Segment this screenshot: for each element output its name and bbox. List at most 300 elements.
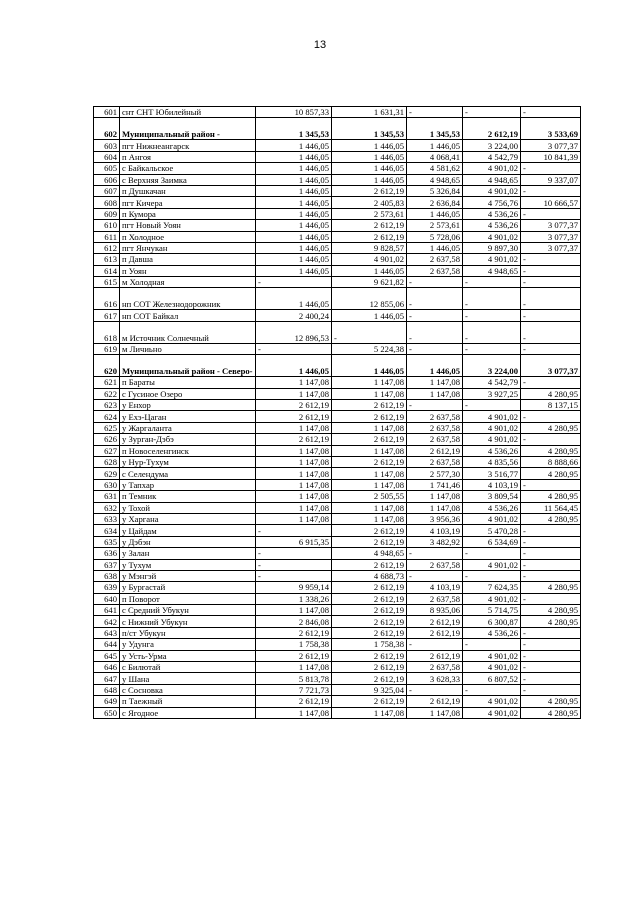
row-number: 617 (94, 310, 120, 321)
value-cell: - (407, 107, 463, 118)
value-cell: 5 224,38 (332, 343, 407, 354)
value-cell: 9 325,04 (332, 684, 407, 695)
value-cell: 3 516,77 (463, 468, 521, 479)
value-cell: - (521, 536, 581, 547)
table-row (94, 684, 581, 695)
row-number: 633 (94, 513, 120, 524)
value-cell: 9 828,57 (332, 242, 407, 253)
value-cell: 4 901,02 (463, 254, 521, 265)
value-cell: 2 612,19 (332, 605, 407, 616)
value-cell: 12 896,53 (256, 321, 332, 343)
table-row (94, 548, 581, 559)
value-cell: - (521, 593, 581, 604)
value-cell: - (463, 639, 521, 650)
row-number: 611 (94, 231, 120, 242)
value-cell: - (407, 277, 463, 288)
settlement-name: у Мэнгэй (120, 570, 256, 581)
value-cell: 1 147,08 (256, 479, 332, 490)
value-cell: 4 542,79 (463, 377, 521, 388)
value-cell: 1 446,05 (256, 254, 332, 265)
value-cell: 4 948,65 (407, 174, 463, 185)
table-row (94, 208, 581, 219)
settlement-name: п/ст Убукун (120, 627, 256, 638)
settlement-name: с Верхняя Заимка (120, 174, 256, 185)
value-cell: 4 280,95 (521, 468, 581, 479)
value-cell: - (463, 343, 521, 354)
value-cell: 4 280,95 (521, 422, 581, 433)
value-cell: 1 147,08 (407, 491, 463, 502)
settlement-name: пгт Янчукан (120, 242, 256, 253)
row-number: 610 (94, 220, 120, 231)
settlement-name: у Зурган-Дэбэ (120, 434, 256, 445)
table-row (94, 231, 581, 242)
value-cell: 4 280,95 (521, 707, 581, 718)
value-cell: 4 901,02 (463, 434, 521, 445)
settlement-name: п Новоселенгинск (120, 445, 256, 456)
table-row (94, 321, 581, 343)
settlement-name: п Таежный (120, 696, 256, 707)
settlement-name: п Поворот (120, 593, 256, 604)
settlement-name: пгт Кичера (120, 197, 256, 208)
value-cell: 4 901,02 (463, 411, 521, 422)
value-cell: - (521, 673, 581, 684)
table-body (94, 107, 581, 719)
value-cell: 1 446,05 (256, 185, 332, 196)
value-cell: 1 147,08 (332, 513, 407, 524)
value-cell: 9 897,30 (463, 242, 521, 253)
table-row (94, 513, 581, 524)
value-cell: 2 637,58 (407, 593, 463, 604)
settlement-name: пгт Нижнеангарск (120, 140, 256, 151)
value-cell: - (407, 310, 463, 321)
table-row (94, 525, 581, 536)
value-cell: 3 533,69 (521, 118, 581, 140)
value-cell: 4 280,95 (521, 616, 581, 627)
table-row (94, 673, 581, 684)
value-cell: - (521, 377, 581, 388)
value-cell: - (521, 650, 581, 661)
value-cell: 1 338,26 (256, 593, 332, 604)
value-cell: 4 901,02 (463, 185, 521, 196)
settlement-name: у Цайдам (120, 525, 256, 536)
row-number: 649 (94, 696, 120, 707)
value-cell: - (521, 288, 581, 310)
value-cell: - (521, 525, 581, 536)
value-cell: 4 536,26 (463, 627, 521, 638)
value-cell: - (521, 559, 581, 570)
value-cell: 8 888,66 (521, 456, 581, 467)
row-number: 627 (94, 445, 120, 456)
value-cell: - (521, 434, 581, 445)
table-row (94, 479, 581, 490)
settlement-name: у Енхор (120, 400, 256, 411)
value-cell: - (407, 548, 463, 559)
value-cell: 10 857,33 (256, 107, 332, 118)
value-cell: 2 612,19 (332, 662, 407, 673)
value-cell: - (521, 662, 581, 673)
value-cell: 1 147,08 (256, 707, 332, 718)
value-cell: 1 147,08 (332, 468, 407, 479)
settlement-name: у Ехэ-Цаган (120, 411, 256, 422)
table-row (94, 605, 581, 616)
value-cell: - (463, 684, 521, 695)
row-number: 621 (94, 377, 120, 388)
table-row (94, 422, 581, 433)
value-cell: 1 345,53 (332, 118, 407, 140)
row-number: 636 (94, 548, 120, 559)
value-cell: 1 446,05 (332, 265, 407, 276)
value-cell: 4 901,02 (463, 231, 521, 242)
value-cell: 5 728,06 (407, 231, 463, 242)
value-cell: 2 573,61 (332, 208, 407, 219)
settlement-name: Муниципальный район - Северо- (120, 355, 256, 377)
value-cell: 2 400,24 (256, 310, 332, 321)
value-cell: 1 446,05 (332, 151, 407, 162)
value-cell: - (521, 321, 581, 343)
row-number: 632 (94, 502, 120, 513)
value-cell: 3 224,00 (463, 140, 521, 151)
row-number: 619 (94, 343, 120, 354)
settlement-name: у Тапхар (120, 479, 256, 490)
value-cell: 2 612,19 (463, 118, 521, 140)
value-cell: - (407, 570, 463, 581)
value-cell: 4 280,95 (521, 388, 581, 399)
table-row (94, 627, 581, 638)
value-cell: 4 280,95 (521, 582, 581, 593)
value-cell: 4 103,19 (463, 479, 521, 490)
settlement-name: у Харгана (120, 513, 256, 524)
row-number: 603 (94, 140, 120, 151)
settlement-name: у Дэбэн (120, 536, 256, 547)
row-number: 623 (94, 400, 120, 411)
table-row (94, 242, 581, 253)
value-cell: 4 756,76 (463, 197, 521, 208)
table-row (94, 582, 581, 593)
value-cell: - (256, 559, 332, 570)
value-cell: 1 147,08 (256, 605, 332, 616)
value-cell: 1 446,05 (256, 231, 332, 242)
value-cell: 1 446,05 (407, 242, 463, 253)
value-cell: 2 612,19 (332, 411, 407, 422)
value-cell: - (521, 570, 581, 581)
value-cell: - (463, 321, 521, 343)
row-number: 624 (94, 411, 120, 422)
row-number: 635 (94, 536, 120, 547)
value-cell: 4 901,02 (463, 422, 521, 433)
row-number: 642 (94, 616, 120, 627)
value-cell: 1 147,08 (332, 377, 407, 388)
value-cell: 4 901,02 (332, 254, 407, 265)
value-cell: 4 536,26 (463, 502, 521, 513)
settlement-name: у Тохой (120, 502, 256, 513)
table-row (94, 288, 581, 310)
value-cell: 1 147,08 (332, 502, 407, 513)
value-cell: 3 927,25 (463, 388, 521, 399)
value-cell: 2 637,58 (407, 265, 463, 276)
table-row (94, 662, 581, 673)
row-number: 647 (94, 673, 120, 684)
value-cell: 4 103,19 (407, 582, 463, 593)
value-cell: 4 901,02 (463, 163, 521, 174)
table-row (94, 265, 581, 276)
value-cell: 1 446,05 (332, 355, 407, 377)
value-cell: 4 901,02 (463, 707, 521, 718)
value-cell: 1 446,05 (407, 208, 463, 219)
row-number: 639 (94, 582, 120, 593)
value-cell: 2 612,19 (332, 525, 407, 536)
value-cell: 9 959,14 (256, 582, 332, 593)
table-row (94, 445, 581, 456)
value-cell: 1 446,05 (256, 197, 332, 208)
settlement-name: п Бараты (120, 377, 256, 388)
value-cell: 4 103,19 (407, 525, 463, 536)
value-cell: 2 612,19 (332, 593, 407, 604)
settlement-name: нп СОТ Байкал (120, 310, 256, 321)
value-cell: 1 345,53 (407, 118, 463, 140)
settlement-name: п Давша (120, 254, 256, 265)
value-cell: 2 612,19 (332, 220, 407, 231)
row-number: 641 (94, 605, 120, 616)
table-row (94, 434, 581, 445)
value-cell: 3 482,92 (407, 536, 463, 547)
row-number: 646 (94, 662, 120, 673)
value-cell: 2 612,19 (332, 616, 407, 627)
page-number: 13 (313, 39, 327, 51)
value-cell: - (463, 107, 521, 118)
value-cell: 1 446,05 (256, 151, 332, 162)
value-cell: 5 326,84 (407, 185, 463, 196)
value-cell: 6 807,52 (463, 673, 521, 684)
value-cell: 3 809,54 (463, 491, 521, 502)
value-cell: - (521, 310, 581, 321)
value-cell: 3 077,37 (521, 242, 581, 253)
value-cell: 1 147,08 (332, 479, 407, 490)
value-cell: 1 147,08 (256, 491, 332, 502)
value-cell: 4 542,79 (463, 151, 521, 162)
value-cell: 3 224,00 (463, 355, 521, 377)
value-cell: - (521, 639, 581, 650)
value-cell: 1 446,05 (256, 174, 332, 185)
table-row (94, 377, 581, 388)
value-cell: 4 280,95 (521, 513, 581, 524)
value-cell: 1 147,08 (332, 388, 407, 399)
value-cell: 1 147,08 (332, 422, 407, 433)
value-cell: 4 835,56 (463, 456, 521, 467)
value-cell: 6 915,35 (256, 536, 332, 547)
value-cell: 2 577,30 (407, 468, 463, 479)
value-cell: 2 405,83 (332, 197, 407, 208)
table-row (94, 107, 581, 118)
value-cell: - (256, 570, 332, 581)
value-cell: 4 536,26 (463, 445, 521, 456)
value-cell: 1 446,05 (256, 288, 332, 310)
value-cell: 5 470,28 (463, 525, 521, 536)
row-number: 605 (94, 163, 120, 174)
row-number: 612 (94, 242, 120, 253)
table-row (94, 502, 581, 513)
value-cell: 1 758,38 (256, 639, 332, 650)
table-row (94, 650, 581, 661)
table-row (94, 277, 581, 288)
row-number: 620 (94, 355, 120, 377)
table-row (94, 197, 581, 208)
row-number: 628 (94, 456, 120, 467)
value-cell: 2 637,58 (407, 254, 463, 265)
value-cell: 2 612,19 (256, 434, 332, 445)
value-cell: - (463, 277, 521, 288)
value-cell: 1 446,05 (256, 220, 332, 231)
value-cell: - (407, 288, 463, 310)
table-row (94, 707, 581, 718)
row-number: 638 (94, 570, 120, 581)
table-row (94, 456, 581, 467)
value-cell: 4 536,26 (463, 208, 521, 219)
value-cell: 1 446,05 (332, 310, 407, 321)
value-cell: 4 901,02 (463, 513, 521, 524)
settlement-name: с Сосновка (120, 684, 256, 695)
settlement-name: у Бургастай (120, 582, 256, 593)
table-row (94, 411, 581, 422)
value-cell: - (521, 163, 581, 174)
settlement-name: п Холодное (120, 231, 256, 242)
value-cell: 1 147,08 (407, 707, 463, 718)
value-cell: 2 612,19 (407, 445, 463, 456)
value-cell: 4 280,95 (521, 491, 581, 502)
settlement-name: у Жаргаланта (120, 422, 256, 433)
value-cell: - (521, 479, 581, 490)
row-number: 616 (94, 288, 120, 310)
value-cell: 1 147,08 (256, 468, 332, 479)
value-cell: - (332, 321, 407, 343)
value-cell: - (256, 277, 332, 288)
table-row (94, 570, 581, 581)
row-number: 601 (94, 107, 120, 118)
value-cell: - (463, 288, 521, 310)
value-cell: 2 612,19 (332, 536, 407, 547)
value-cell: 2 637,58 (407, 422, 463, 433)
value-cell: 4 901,02 (463, 662, 521, 673)
value-cell: 1 446,05 (256, 163, 332, 174)
settlement-name: у Удунга (120, 639, 256, 650)
value-cell: 3 077,37 (521, 231, 581, 242)
settlement-name: у Залан (120, 548, 256, 559)
value-cell: 1 446,05 (332, 163, 407, 174)
settlement-name: с Средний Убукун (120, 605, 256, 616)
settlement-name: с Байкальское (120, 163, 256, 174)
value-cell: 1 147,08 (256, 513, 332, 524)
value-cell: - (463, 548, 521, 559)
value-cell: 1 147,08 (256, 445, 332, 456)
row-number: 606 (94, 174, 120, 185)
table-row (94, 310, 581, 321)
value-cell: 2 573,61 (407, 220, 463, 231)
value-cell: 2 612,19 (256, 696, 332, 707)
settlement-name: п Кумора (120, 208, 256, 219)
value-cell: 4 280,95 (521, 605, 581, 616)
value-cell: 4 901,02 (463, 650, 521, 661)
settlement-name: у Нур-Тухум (120, 456, 256, 467)
table-row (94, 163, 581, 174)
value-cell: 2 612,19 (407, 650, 463, 661)
value-cell: 1 147,08 (332, 707, 407, 718)
value-cell: 1 446,05 (332, 174, 407, 185)
tariff-table (93, 106, 581, 719)
value-cell: 4 581,62 (407, 163, 463, 174)
value-cell: 2 612,19 (332, 650, 407, 661)
row-number: 625 (94, 422, 120, 433)
settlement-name: у Усть-Урма (120, 650, 256, 661)
value-cell: 1 147,08 (256, 456, 332, 467)
value-cell: 2 612,19 (256, 627, 332, 638)
row-number: 644 (94, 639, 120, 650)
settlement-name: п Ангоя (120, 151, 256, 162)
value-cell: 2 612,19 (332, 434, 407, 445)
settlement-name: у Тухум (120, 559, 256, 570)
row-number: 630 (94, 479, 120, 490)
row-number: 614 (94, 265, 120, 276)
row-number: 602 (94, 118, 120, 140)
value-cell: 2 637,58 (407, 456, 463, 467)
row-number: 643 (94, 627, 120, 638)
settlement-name: нп СОТ Железнодорожник (120, 288, 256, 310)
value-cell: 4 948,65 (463, 265, 521, 276)
value-cell: 1 147,08 (407, 377, 463, 388)
value-cell: - (521, 548, 581, 559)
value-cell: 4 901,02 (463, 696, 521, 707)
row-number: 615 (94, 277, 120, 288)
value-cell: 5 813,78 (256, 673, 332, 684)
value-cell: 8 935,06 (407, 605, 463, 616)
value-cell: 2 636,84 (407, 197, 463, 208)
settlement-name: у Шана (120, 673, 256, 684)
value-cell: 1 741,46 (407, 479, 463, 490)
value-cell: - (521, 343, 581, 354)
value-cell: 1 147,08 (256, 502, 332, 513)
value-cell: 1 446,05 (256, 242, 332, 253)
value-cell: - (256, 343, 332, 354)
value-cell: 11 564,45 (521, 502, 581, 513)
value-cell: 4 068,41 (407, 151, 463, 162)
settlement-name: п Темник (120, 491, 256, 502)
value-cell: 1 147,08 (256, 377, 332, 388)
value-cell: 4 901,02 (463, 559, 521, 570)
settlement-name: пгт Новый Уоян (120, 220, 256, 231)
value-cell: - (521, 185, 581, 196)
row-number: 640 (94, 593, 120, 604)
value-cell: 2 612,19 (332, 673, 407, 684)
value-cell: 1 446,05 (256, 140, 332, 151)
row-number: 645 (94, 650, 120, 661)
value-cell: - (256, 525, 332, 536)
value-cell: 2 505,55 (332, 491, 407, 502)
settlement-name: с Ягодное (120, 707, 256, 718)
value-cell: - (521, 107, 581, 118)
value-cell: 1 446,05 (407, 355, 463, 377)
value-cell: 3 077,37 (521, 355, 581, 377)
row-number: 607 (94, 185, 120, 196)
value-cell: 10 841,39 (521, 151, 581, 162)
value-cell: - (521, 208, 581, 219)
value-cell: 3 956,36 (407, 513, 463, 524)
settlement-name: п Уоян (120, 265, 256, 276)
value-cell: 1 345,53 (256, 118, 332, 140)
value-cell: 2 612,19 (256, 411, 332, 422)
value-cell: 1 631,31 (332, 107, 407, 118)
value-cell: 12 855,06 (332, 288, 407, 310)
value-cell: 10 666,57 (521, 197, 581, 208)
value-cell: 2 612,19 (407, 616, 463, 627)
value-cell: 2 612,19 (332, 627, 407, 638)
